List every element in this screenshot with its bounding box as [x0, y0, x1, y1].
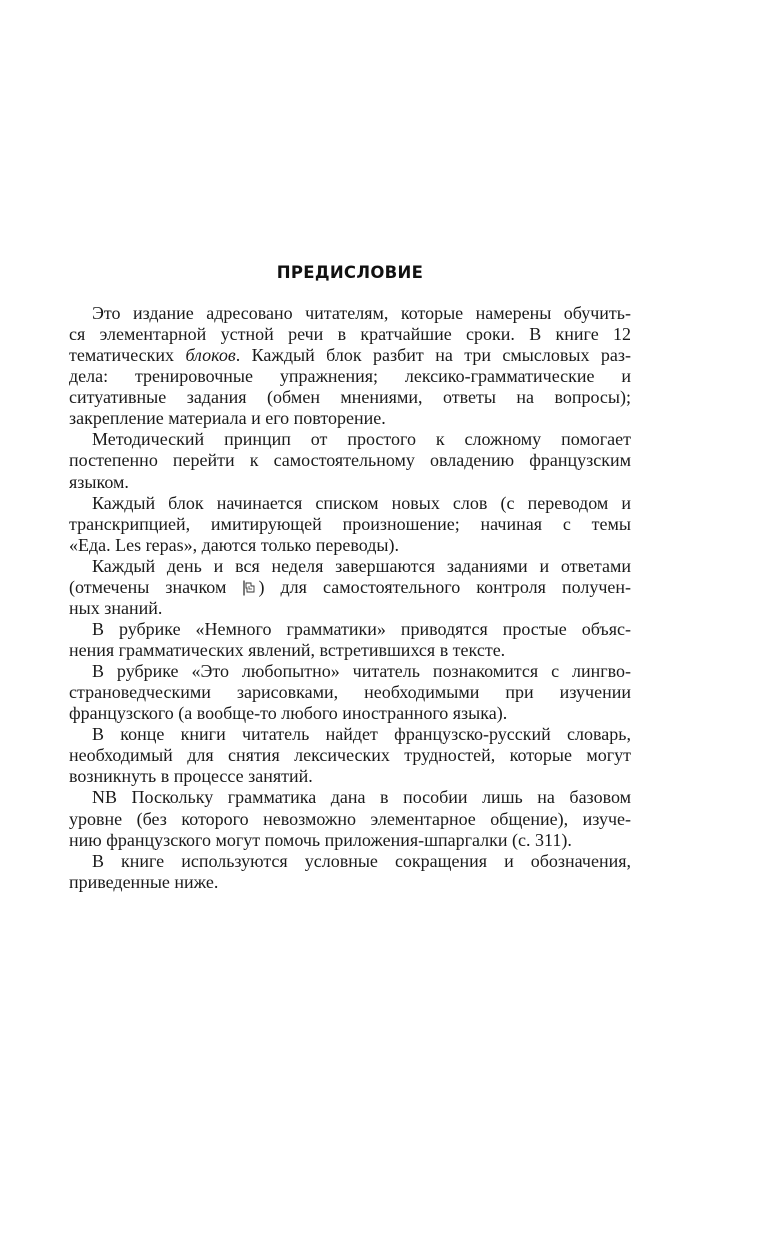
text-line: [69, 577, 631, 598]
preface-body: [69, 303, 631, 893]
answer-key-icon: [243, 580, 257, 596]
paragraph: [69, 661, 631, 724]
text-line: возникнуть в процессе занятий.: [69, 766, 313, 787]
text-line: В рубрике «Немного грамматики» приводятся простые объяс-: [92, 618, 631, 639]
text-line: нения грамматических явлений, встретившихся в тексте.: [69, 640, 506, 660]
text-line: [69, 345, 631, 366]
text-line: закрепление материала и его повторение.: [69, 408, 386, 429]
text-line: дела: тренировочные упражнения; лексико-грамматические и: [69, 366, 631, 387]
text-fragment: тематических: [69, 345, 186, 366]
text-line: французского (а вообще-то любого иностранного языка).: [69, 703, 508, 724]
italic-term: блоков: [185, 345, 236, 366]
paragraph: [69, 429, 631, 492]
text-line: языком.: [69, 471, 129, 492]
text-fragment: . Каждый блок разбит на три смысловых раз-: [235, 345, 631, 366]
text-line: Методический принцип от простого к сложному помогает: [92, 429, 631, 450]
paragraph: [69, 556, 631, 619]
text-line: В рубрике «Это любопытно» читатель познакомится с лингво-: [92, 661, 631, 682]
paragraph: [69, 493, 631, 556]
text-line: ных знаний.: [69, 597, 163, 618]
paragraph: [69, 619, 631, 661]
text-line: В конце книги читатель найдет французско-русский словарь,: [92, 724, 631, 745]
text-fragment: ) для самостоятельного контроля получен-: [258, 576, 631, 597]
text-line: Это издание адресовано читателям, которые намерены обучить-: [92, 303, 631, 323]
text-line: ся элементарной устной речи в кратчайшие сроки. В книге 12: [69, 324, 631, 345]
paragraph: [69, 303, 631, 429]
text-line: уровне (без которого невозможно элементарное общение), изуче-: [69, 808, 631, 829]
page-title: ПРЕДИСЛОВИЕ: [276, 263, 424, 282]
text-fragment: (отмечены значком: [69, 576, 243, 597]
paragraph: [69, 851, 631, 893]
text-line: ситуативные задания (обмен мнениями, ответы на вопросы);: [69, 387, 631, 408]
text-line: страноведческими зарисовками, необходимыми при изучении: [69, 682, 631, 703]
text-line: Каждый блок начинается списком новых слов (с переводом и: [92, 492, 631, 513]
text-line: «Еда. Les repas», даются только переводы).: [69, 534, 399, 555]
paragraph: [69, 787, 631, 850]
text-line: Каждый день и вся неделя завершаются заданиями и ответами: [92, 555, 631, 576]
text-line: NB Поскольку грамматика дана в пособии лишь на базовом: [92, 787, 631, 808]
paragraph: [69, 724, 631, 787]
text-line: постепенно перейти к самостоятельному овладению французским: [69, 450, 631, 471]
text-line: нию французского могут помочь приложения-шпаргалки (с. 311).: [69, 829, 572, 850]
text-line: В книге используются условные сокращения и обозначения,: [92, 850, 631, 871]
text-line: необходимый для снятия лексических трудностей, которые могут: [69, 745, 631, 766]
text-line: приведенные ниже.: [69, 871, 219, 892]
text-line: транскрипцией, имитирующей произношение; начиная с темы: [69, 513, 631, 534]
